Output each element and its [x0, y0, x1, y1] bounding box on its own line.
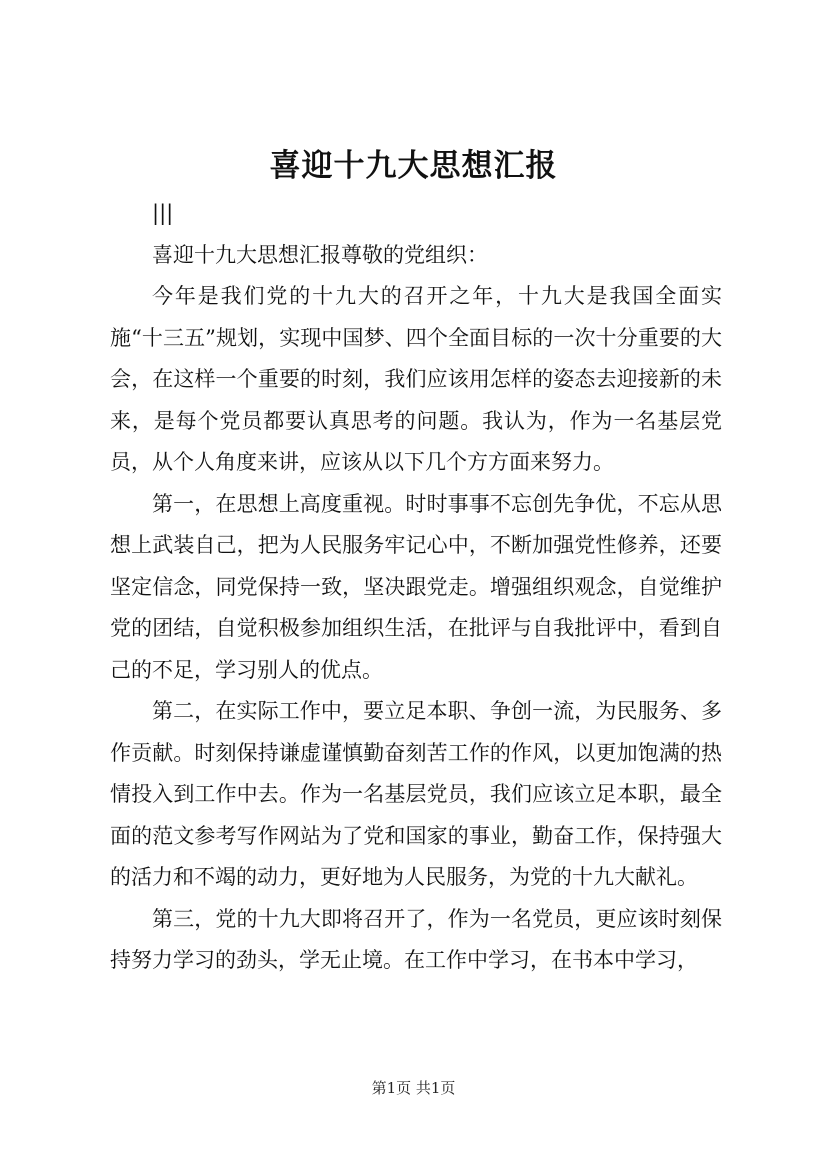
page-number-footer: 第1页 共1页 [371, 1079, 456, 1097]
document-body [110, 193, 722, 982]
body-paragraph-second: 第二，在实际工作中，要立足本职、争创一流，为民服务、多作贡献。时刻保持谦虚谨慎勤奋刻苦工作的作风，以更加饱满的热情投入到工作中去。作为一名基层党员，我们应该立足本职，最全面的范文参考写作网站为了党和国家的事业，勤奋工作，保持强大的活力和不竭的动力，更好地为人民服务，为党的十九大献礼。 [110, 699, 722, 889]
document-title: 喜迎十九大思想汇报 [269, 148, 558, 184]
body-paragraph-separator: ||| [152, 201, 174, 225]
body-paragraph-intro: 今年是我们党的十九大的召开之年，十九大是我国全面实施“十三五”规划，实现中国梦、四个全面目标的一次十分重要的大会，在这样一个重要的时刻，我们应该用怎样的姿态去迎接新的未来，是每个党员都要认真思考的问题。我认为，作为一名基层党员，从个人角度来讲，应该从以下几个方方面来努力。 [110, 284, 722, 474]
body-paragraph-salutation: 喜迎十九大思想汇报尊敬的党组织： [152, 242, 488, 267]
body-paragraph-third: 第三，党的十九大即将召开了，作为一名党员，更应该时刻保持努力学习的劲头，学无止境。在工作中学习，在书本中学习， [110, 906, 722, 972]
body-paragraph-first: 第一，在思想上高度重视。时时事事不忘创先争优，不忘从思想上武装自己，把为人民服务牢记心中，不断加强党性修养，还要坚定信念，同党保持一致，坚决跟党走。增强组织观念，自觉维护党的团结，自觉积极参加组织生活，在批评与自我批评中，看到自己的不足，学习别人的优点。 [110, 491, 722, 682]
